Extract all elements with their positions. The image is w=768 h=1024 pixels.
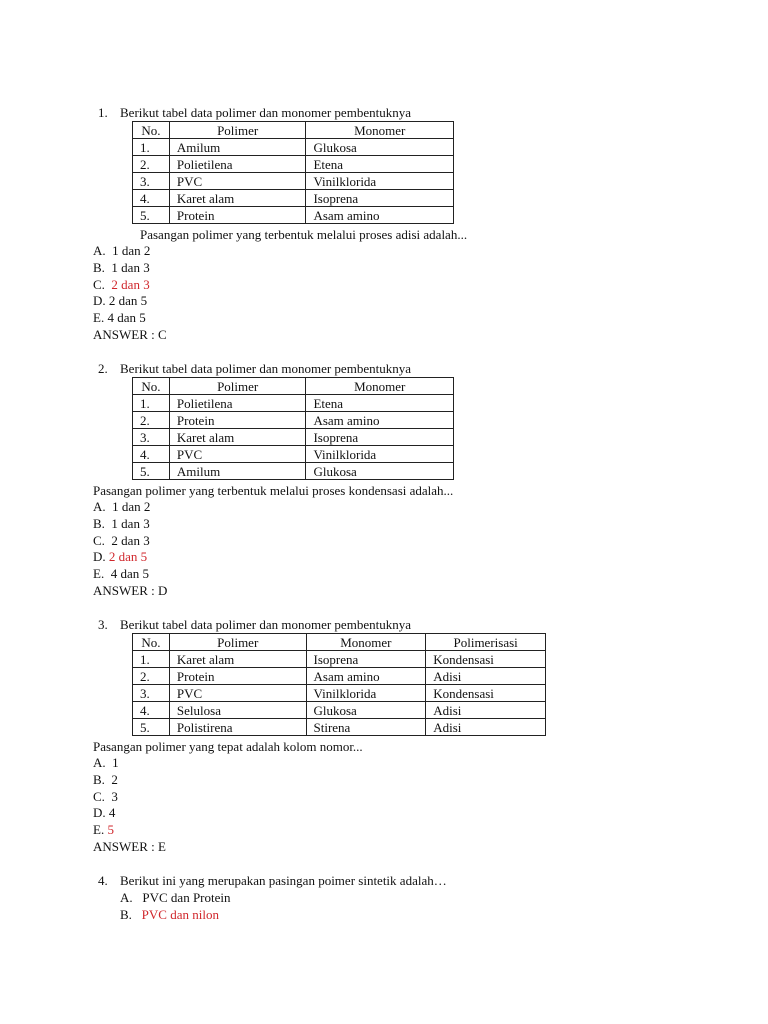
table-row bbox=[133, 685, 546, 702]
q1-option-b[interactable] bbox=[93, 260, 150, 276]
q2-option-b[interactable] bbox=[93, 516, 150, 532]
q2-prompt: Pasangan polimer yang terbentuk melalui proses kondensasi adalah... bbox=[93, 483, 454, 498]
table-row bbox=[133, 719, 546, 736]
q3-option-a[interactable] bbox=[93, 755, 119, 771]
q1-option-c[interactable] bbox=[93, 277, 150, 293]
q3-answer: ANSWER : E bbox=[93, 839, 166, 854]
q2-option-e[interactable] bbox=[93, 566, 149, 582]
cell-monomer: Isoprena bbox=[306, 651, 426, 668]
option-text: 2 dan 3 bbox=[111, 533, 150, 548]
cell-polimer: Amilum bbox=[169, 463, 306, 480]
cell-no: 1. bbox=[133, 139, 170, 156]
option-label: C. bbox=[93, 789, 105, 804]
table-header-row bbox=[133, 122, 454, 139]
table-row bbox=[133, 190, 454, 207]
table-row bbox=[133, 395, 454, 412]
q3-option-b[interactable] bbox=[93, 772, 118, 788]
cell-polimer: Protein bbox=[169, 668, 306, 685]
table-row bbox=[133, 156, 454, 173]
option-label: A. bbox=[93, 755, 106, 770]
cell-monomer: Asam amino bbox=[306, 412, 454, 429]
option-label: B. bbox=[120, 907, 132, 922]
option-label: C. bbox=[93, 533, 105, 548]
cell-no: 4. bbox=[133, 190, 170, 207]
q1-answer: ANSWER : C bbox=[93, 327, 167, 342]
cell-no: 1. bbox=[133, 395, 170, 412]
cell-polimer: Selulosa bbox=[169, 702, 306, 719]
cell-monomer: Asam amino bbox=[306, 668, 426, 685]
q3-option-c[interactable] bbox=[93, 789, 118, 805]
header-no: No. bbox=[133, 122, 170, 139]
cell-no: 4. bbox=[133, 702, 170, 719]
q4-title bbox=[98, 873, 447, 889]
cell-polimer: Karet alam bbox=[169, 429, 306, 446]
option-text: 1 dan 2 bbox=[112, 243, 151, 258]
q1-prompt: Pasangan polimer yang terbentuk melalui proses adisi adalah... bbox=[140, 227, 468, 242]
cell-polimer: Protein bbox=[169, 207, 306, 224]
option-label: D. bbox=[93, 293, 106, 308]
q3-title bbox=[98, 617, 411, 633]
cell-monomer: Isoprena bbox=[306, 429, 454, 446]
header-monomer: Monomer bbox=[306, 122, 454, 139]
cell-polimer: Polietilena bbox=[169, 156, 306, 173]
cell-polimer: Karet alam bbox=[169, 651, 306, 668]
option-label: E. bbox=[93, 822, 105, 837]
correct-option-text: 2 dan 5 bbox=[108, 549, 148, 564]
table-row bbox=[133, 651, 546, 668]
cell-polimer: PVC bbox=[169, 173, 306, 190]
option-label: B. bbox=[93, 516, 105, 531]
cell-polimer: Polietilena bbox=[169, 395, 306, 412]
cell-polimer: PVC bbox=[169, 685, 306, 702]
q3-option-d[interactable] bbox=[93, 805, 115, 821]
q4-option-b[interactable] bbox=[120, 907, 219, 923]
q3-title-text: Berikut tabel data polimer dan monomer pembentuknya bbox=[120, 617, 411, 632]
q3-number: 3. bbox=[98, 617, 108, 632]
cell-monomer: Asam amino bbox=[306, 207, 454, 224]
correct-option-text: 5 bbox=[107, 822, 114, 837]
q2-title bbox=[98, 361, 411, 377]
cell-monomer: Glukosa bbox=[306, 139, 454, 156]
cell-polimerisasi: Adisi bbox=[426, 702, 546, 719]
header-polimer: Polimer bbox=[169, 122, 306, 139]
cell-polimerisasi: Adisi bbox=[426, 668, 546, 685]
cell-polimerisasi: Kondensasi bbox=[426, 685, 546, 702]
cell-monomer: Stirena bbox=[306, 719, 426, 736]
cell-monomer: Vinilklorida bbox=[306, 173, 454, 190]
cell-polimer: Amilum bbox=[169, 139, 306, 156]
cell-monomer: Vinilklorida bbox=[306, 685, 426, 702]
cell-no: 5. bbox=[133, 207, 170, 224]
option-text: 4 dan 5 bbox=[107, 310, 146, 325]
q1-title-text: Berikut tabel data polimer dan monomer pembentuknya bbox=[120, 105, 411, 120]
option-label: E. bbox=[93, 310, 105, 325]
cell-polimer: Karet alam bbox=[169, 190, 306, 207]
q1-option-d[interactable] bbox=[93, 293, 147, 309]
table-row bbox=[133, 668, 546, 685]
table-row bbox=[133, 463, 454, 480]
header-polimer: Polimer bbox=[169, 634, 306, 651]
cell-polimer: Protein bbox=[169, 412, 306, 429]
q1-number: 1. bbox=[98, 105, 108, 120]
cell-polimer: PVC bbox=[169, 446, 306, 463]
cell-no: 2. bbox=[133, 412, 170, 429]
q2-option-c[interactable] bbox=[93, 533, 150, 549]
q1-table bbox=[132, 121, 454, 224]
table-row bbox=[133, 429, 454, 446]
q3-prompt: Pasangan polimer yang tepat adalah kolom nomor... bbox=[93, 739, 363, 754]
q3-option-e[interactable] bbox=[93, 822, 114, 838]
cell-no: 4. bbox=[133, 446, 170, 463]
correct-option-text: 2 dan 3 bbox=[111, 277, 150, 292]
option-text: 1 dan 3 bbox=[111, 516, 150, 531]
q4-title-text: Berikut ini yang merupakan pasingan poimer sintetik adalah… bbox=[120, 873, 447, 888]
cell-no: 1. bbox=[133, 651, 170, 668]
q3-table bbox=[132, 633, 546, 736]
option-label: C. bbox=[93, 277, 105, 292]
table-row bbox=[133, 446, 454, 463]
cell-polimerisasi: Kondensasi bbox=[426, 651, 546, 668]
option-text: 1 dan 3 bbox=[111, 260, 150, 275]
table-row bbox=[133, 207, 454, 224]
cell-monomer: Glukosa bbox=[306, 702, 426, 719]
option-text: 2 dan 5 bbox=[108, 293, 148, 308]
table-header-row bbox=[133, 634, 546, 651]
correct-option-text: PVC dan nilon bbox=[141, 907, 219, 922]
q2-option-a[interactable] bbox=[93, 499, 150, 515]
table-row bbox=[133, 139, 454, 156]
option-text: PVC dan Protein bbox=[142, 890, 231, 905]
option-label: A. bbox=[120, 890, 133, 905]
q2-title-text: Berikut tabel data polimer dan monomer pembentuknya bbox=[120, 361, 411, 376]
q1-title bbox=[98, 105, 411, 121]
option-label: B. bbox=[93, 260, 105, 275]
q2-answer: ANSWER : D bbox=[93, 583, 168, 598]
option-text: 2 bbox=[111, 772, 118, 787]
cell-monomer: Etena bbox=[306, 395, 454, 412]
option-label: D. bbox=[93, 549, 106, 564]
table-row bbox=[133, 412, 454, 429]
q1-option-e[interactable] bbox=[93, 310, 146, 326]
option-text: 1 dan 2 bbox=[112, 499, 151, 514]
option-label: D. bbox=[93, 805, 106, 820]
cell-monomer: Etena bbox=[306, 156, 454, 173]
q2-table bbox=[132, 377, 454, 480]
table-row bbox=[133, 173, 454, 190]
cell-monomer: Isoprena bbox=[306, 190, 454, 207]
option-text: 1 bbox=[112, 755, 119, 770]
option-text: 3 bbox=[111, 789, 118, 804]
cell-monomer: Glukosa bbox=[306, 463, 454, 480]
option-text: 4 bbox=[108, 805, 116, 820]
cell-no: 5. bbox=[133, 463, 170, 480]
option-label: E. bbox=[93, 566, 105, 581]
option-label: A. bbox=[93, 243, 106, 258]
header-no: No. bbox=[133, 634, 170, 651]
cell-polimerisasi: Adisi bbox=[426, 719, 546, 736]
cell-no: 3. bbox=[133, 429, 170, 446]
cell-monomer: Vinilklorida bbox=[306, 446, 454, 463]
header-no: No. bbox=[133, 378, 170, 395]
header-monomer: Monomer bbox=[306, 378, 454, 395]
q4-option-a[interactable] bbox=[120, 890, 231, 906]
q2-option-d[interactable] bbox=[93, 549, 147, 565]
table-header-row bbox=[133, 378, 454, 395]
q1-option-a[interactable] bbox=[93, 243, 150, 259]
header-monomer: Monomer bbox=[306, 634, 426, 651]
cell-no: 2. bbox=[133, 156, 170, 173]
cell-no: 3. bbox=[133, 173, 170, 190]
option-label: A. bbox=[93, 499, 106, 514]
header-polimerisasi: Polimerisasi bbox=[426, 634, 546, 651]
option-text: 4 dan 5 bbox=[110, 566, 149, 581]
table-row bbox=[133, 702, 546, 719]
option-label: B. bbox=[93, 772, 105, 787]
cell-no: 2. bbox=[133, 668, 170, 685]
cell-no: 5. bbox=[133, 719, 170, 736]
q4-number: 4. bbox=[98, 873, 108, 888]
q2-number: 2. bbox=[98, 361, 108, 376]
cell-polimer: Polistirena bbox=[169, 719, 306, 736]
header-polimer: Polimer bbox=[169, 378, 306, 395]
cell-no: 3. bbox=[133, 685, 170, 702]
